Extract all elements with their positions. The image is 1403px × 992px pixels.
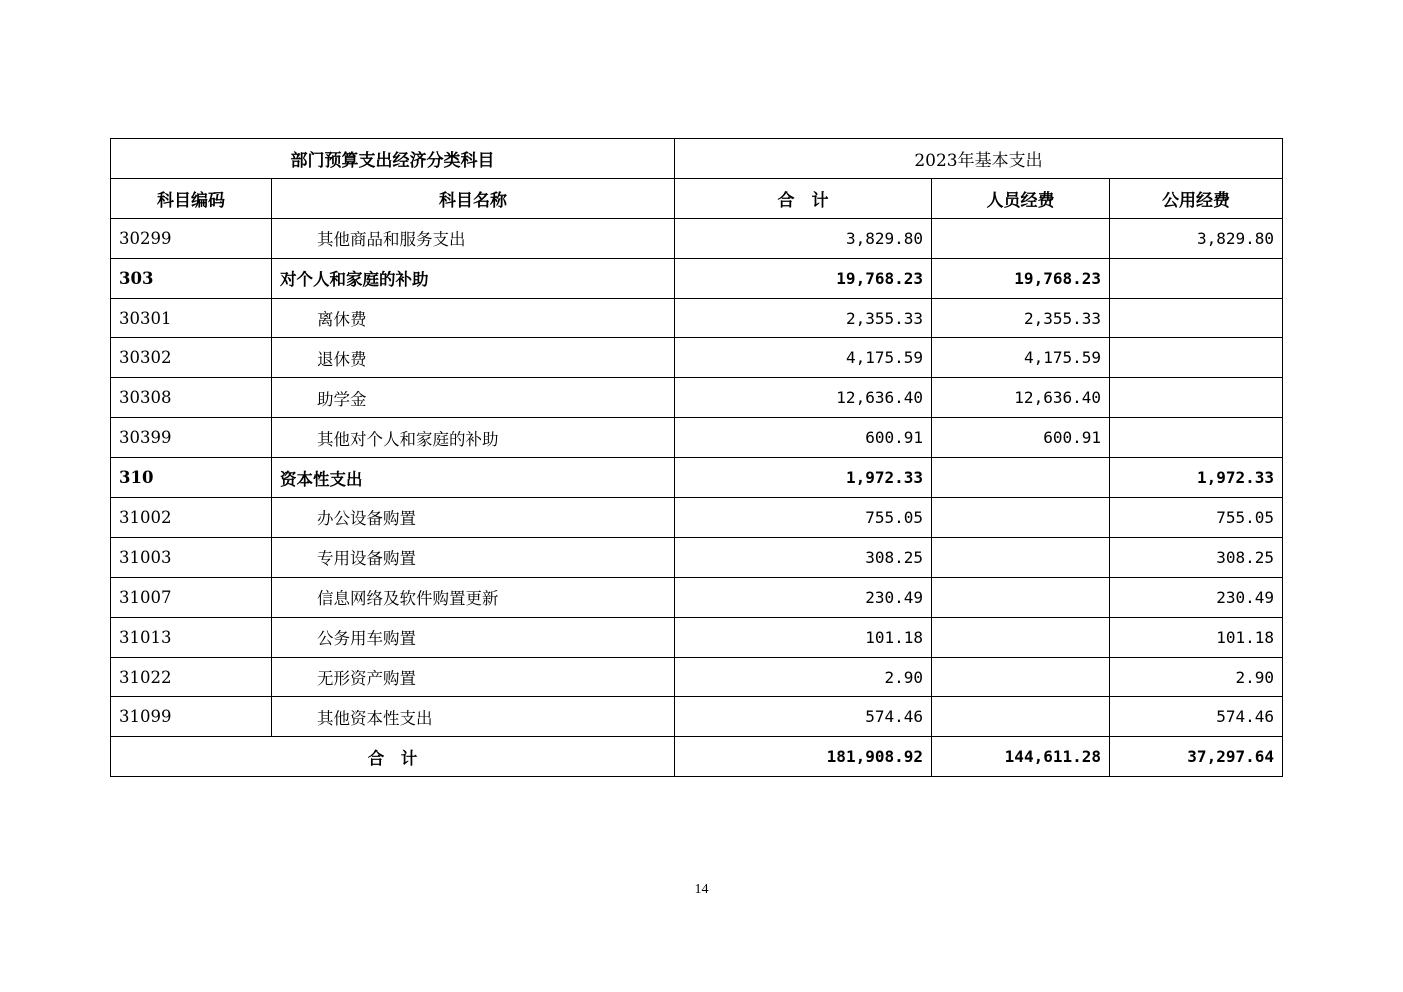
row-name: 其他商品和服务支出 (272, 218, 675, 258)
row-personnel: 12,636.40 (932, 378, 1110, 418)
row-name: 办公设备购置 (272, 498, 675, 538)
row-name: 离休费 (272, 298, 675, 338)
row-code: 31007 (111, 577, 272, 617)
header-group-row (111, 139, 1283, 179)
row-personnel (932, 498, 1110, 538)
row-public: 755.05 (1110, 498, 1283, 538)
budget-table (110, 138, 1283, 777)
page-number: 14 (694, 882, 709, 897)
total-label: 合 计 (111, 737, 675, 777)
row-code: 30308 (111, 378, 272, 418)
row-total: 2.90 (675, 657, 932, 697)
row-code: 31002 (111, 498, 272, 538)
row-personnel (932, 617, 1110, 657)
table-row (111, 697, 1283, 737)
row-public (1110, 298, 1283, 338)
row-name: 助学金 (272, 378, 675, 418)
table-row-category (111, 458, 1283, 498)
row-public: 230.49 (1110, 577, 1283, 617)
row-total: 3,829.80 (675, 218, 932, 258)
row-personnel (932, 537, 1110, 577)
row-total: 755.05 (675, 498, 932, 538)
row-code: 31003 (111, 537, 272, 577)
table-row (111, 378, 1283, 418)
header-public: 公用经费 (1110, 178, 1283, 218)
row-total: 574.46 (675, 697, 932, 737)
row-public (1110, 258, 1283, 298)
row-code: 31022 (111, 657, 272, 697)
row-personnel (932, 697, 1110, 737)
header-name: 科目名称 (272, 178, 675, 218)
header-personnel: 人员经费 (932, 178, 1110, 218)
total-personnel: 144,611.28 (932, 737, 1110, 777)
row-code: 30299 (111, 218, 272, 258)
row-total: 4,175.59 (675, 338, 932, 378)
table-total-row (111, 737, 1283, 777)
row-total: 101.18 (675, 617, 932, 657)
table-row (111, 338, 1283, 378)
row-personnel (932, 458, 1110, 498)
row-name: 公务用车购置 (272, 617, 675, 657)
row-code: 31099 (111, 697, 272, 737)
row-total: 19,768.23 (675, 258, 932, 298)
table-row (111, 657, 1283, 697)
row-public: 574.46 (1110, 697, 1283, 737)
table-row (111, 218, 1283, 258)
row-total: 230.49 (675, 577, 932, 617)
row-personnel (932, 218, 1110, 258)
row-code: 30301 (111, 298, 272, 338)
row-public (1110, 338, 1283, 378)
row-code: 30302 (111, 338, 272, 378)
row-total: 308.25 (675, 537, 932, 577)
row-public: 308.25 (1110, 537, 1283, 577)
row-total: 2,355.33 (675, 298, 932, 338)
row-total: 1,972.33 (675, 458, 932, 498)
row-name: 其他对个人和家庭的补助 (272, 418, 675, 458)
total-public: 37,297.64 (1110, 737, 1283, 777)
table-row (111, 498, 1283, 538)
row-name: 无形资产购置 (272, 657, 675, 697)
table-row (111, 537, 1283, 577)
row-personnel: 2,355.33 (932, 298, 1110, 338)
row-public (1110, 418, 1283, 458)
row-code: 303 (111, 258, 272, 298)
table-row (111, 298, 1283, 338)
row-name: 资本性支出 (272, 458, 675, 498)
row-public: 3,829.80 (1110, 218, 1283, 258)
row-personnel: 600.91 (932, 418, 1110, 458)
total-sum: 181,908.92 (675, 737, 932, 777)
row-total: 600.91 (675, 418, 932, 458)
row-public: 1,972.33 (1110, 458, 1283, 498)
row-public: 2.90 (1110, 657, 1283, 697)
row-public: 101.18 (1110, 617, 1283, 657)
header-basic-expenditure: 2023年基本支出 (675, 139, 1283, 179)
row-name: 专用设备购置 (272, 537, 675, 577)
row-code: 31013 (111, 617, 272, 657)
row-name: 信息网络及软件购置更新 (272, 577, 675, 617)
table-row (111, 617, 1283, 657)
table-row (111, 418, 1283, 458)
row-name: 其他资本性支出 (272, 697, 675, 737)
header-code: 科目编码 (111, 178, 272, 218)
row-name: 退休费 (272, 338, 675, 378)
row-code: 310 (111, 458, 272, 498)
row-public (1110, 378, 1283, 418)
row-name: 对个人和家庭的补助 (272, 258, 675, 298)
row-personnel (932, 577, 1110, 617)
row-personnel: 4,175.59 (932, 338, 1110, 378)
row-personnel: 19,768.23 (932, 258, 1110, 298)
row-total: 12,636.40 (675, 378, 932, 418)
header-column-row (111, 178, 1283, 218)
row-code: 30399 (111, 418, 272, 458)
table-row (111, 577, 1283, 617)
header-total: 合 计 (675, 178, 932, 218)
row-personnel (932, 657, 1110, 697)
table-row-category (111, 258, 1283, 298)
header-economic-classification: 部门预算支出经济分类科目 (111, 139, 675, 179)
